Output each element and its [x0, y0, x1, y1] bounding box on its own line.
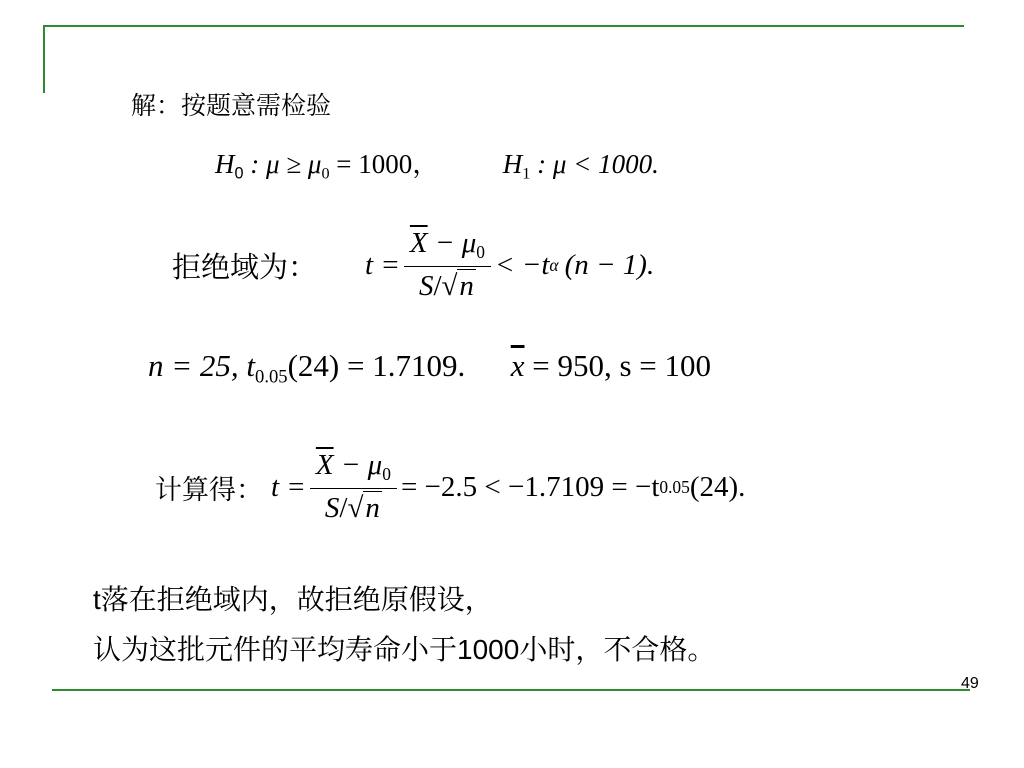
- region-rhs: < −t: [494, 248, 550, 281]
- region-xbar: $\overline{X}$: [409, 226, 428, 259]
- page-number: 49: [961, 675, 979, 692]
- conclusion-number: 1000: [457, 634, 520, 665]
- rejection-region-label: 拒绝域为：: [172, 249, 318, 284]
- region-t-equals: t =: [365, 248, 400, 281]
- region-mu-subscript: 0: [476, 241, 485, 262]
- h1-symbol: H: [502, 149, 523, 179]
- calc-n: n: [365, 492, 380, 525]
- h1-relation: : μ < 1000.: [530, 149, 659, 179]
- calc-t-subscript: 0.05: [659, 476, 690, 497]
- h0-value: = 1000，: [329, 149, 440, 179]
- h0-subscript: 0: [234, 164, 244, 183]
- conclusion-line-2: [93, 628, 715, 668]
- hypotheses: [215, 142, 659, 184]
- sqrt-icon: √: [347, 492, 364, 525]
- top-rule: [43, 25, 964, 27]
- given-xbar: $\overline{x}$: [510, 348, 525, 383]
- calc-t-equals: t =: [271, 470, 306, 503]
- given-values: [148, 348, 711, 389]
- region-rhs-tail: (n − 1).: [564, 248, 655, 281]
- conclusion-text-1: 落在拒绝域内，故拒绝原假设，: [100, 583, 493, 616]
- calc-fraction: [310, 449, 397, 526]
- solution-heading: 解：按题意需检验: [131, 91, 332, 120]
- calc-xbar: $\overline{X}$: [315, 448, 334, 481]
- left-rule: [43, 25, 45, 93]
- conclusion-text-2a: 认为这批元件的平均寿命小于: [93, 633, 458, 666]
- calc-minus-mu: − μ: [333, 448, 383, 481]
- conclusion-t: t: [93, 584, 101, 615]
- calc-slash: /: [339, 492, 348, 525]
- given-rest: = 950, s = 100: [524, 348, 712, 383]
- calc-rhs-tail: (24).: [689, 470, 746, 503]
- given-t-value: (24) = 1.7109.: [287, 348, 466, 383]
- h1-subscript: 1: [522, 164, 531, 183]
- region-s: S: [418, 270, 434, 303]
- calculation: [155, 432, 745, 542]
- rejection-region: [172, 210, 654, 320]
- conclusion-line-1: [93, 578, 493, 618]
- sqrt-icon: √: [441, 270, 458, 303]
- bottom-rule: [52, 689, 970, 691]
- region-n: n: [459, 270, 474, 303]
- region-minus-mu: − μ: [427, 226, 477, 259]
- calc-s: S: [324, 492, 340, 525]
- h0-mu-subscript: 0: [321, 164, 330, 183]
- h0-relation: : μ ≥ μ: [243, 149, 322, 179]
- region-fraction: [404, 227, 491, 304]
- calc-rhs: = −2.5 < −1.7109 = −t: [400, 470, 660, 503]
- calculation-label: 计算得：: [155, 474, 263, 506]
- given-n: n = 25, t: [148, 348, 256, 383]
- h0-symbol: H: [215, 149, 235, 179]
- calc-mu-subscript: 0: [382, 463, 391, 484]
- region-alpha-subscript: α: [549, 254, 559, 275]
- conclusion-text-2b: 小时，不合格。: [519, 633, 716, 666]
- given-t-subscript: 0.05: [255, 366, 288, 388]
- region-slash: /: [433, 270, 442, 303]
